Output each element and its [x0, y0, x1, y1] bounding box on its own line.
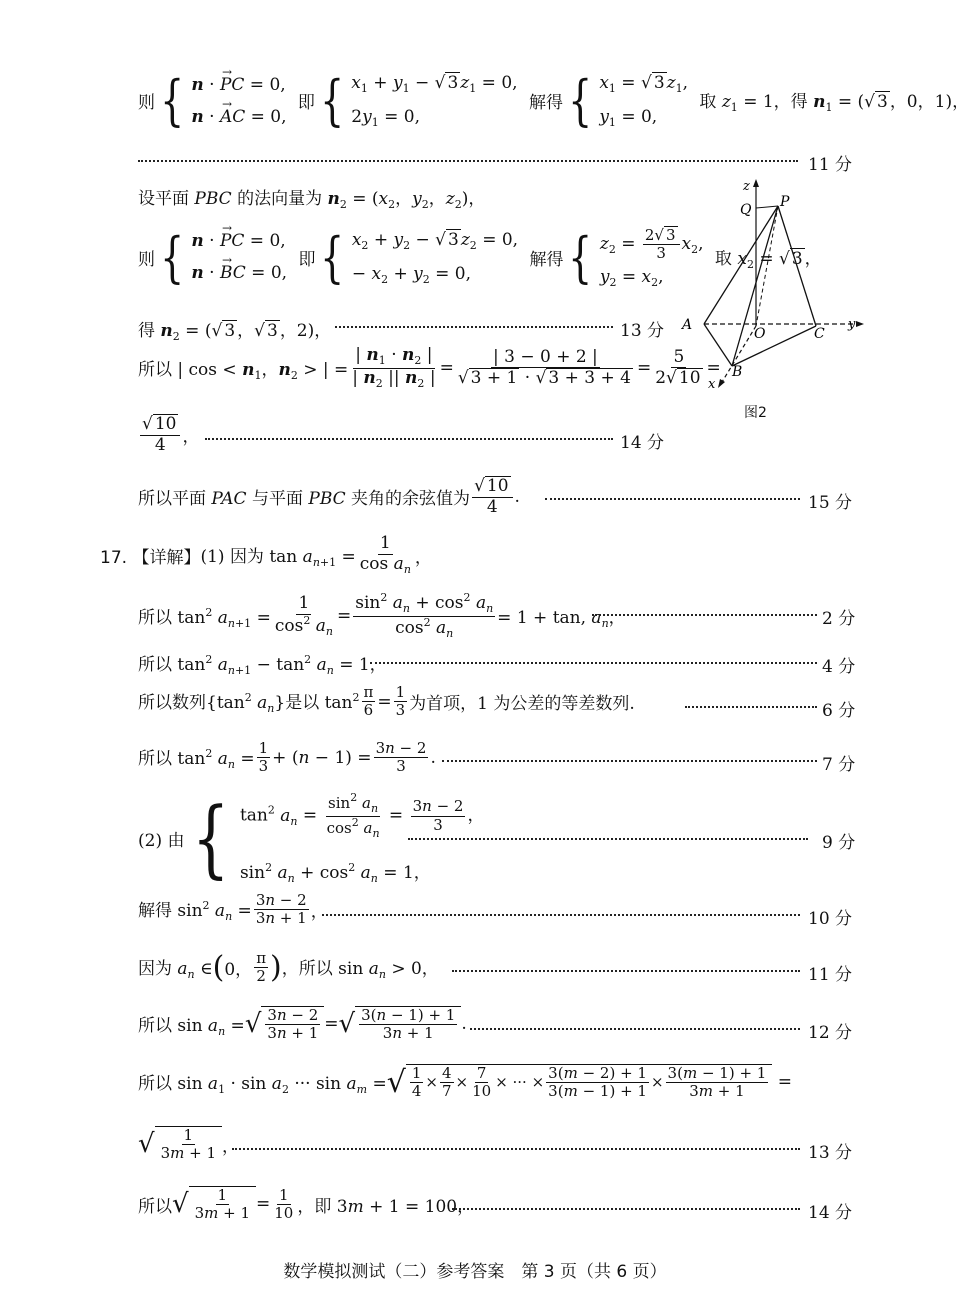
leader-dots: [452, 1208, 800, 1210]
score-6: 6 分: [822, 701, 856, 721]
line-8: 所以 $\tan^2 a_{n+1}$ = $\frac{1}{\cos^2 a_n}$ = $\frac{\sin^2 a_n + \cos^2 a_n}{\cos^2 a_n}$ = 1 + tan, $a_n$，: [138, 591, 626, 640]
line-10: 所以数列{$\tan^2$ $a_n$}是以 $\tan^2$ $\frac{\pi}{6}$ = $\frac{1}{3}$ 为首项，1 为公差的等差数列.: [138, 683, 635, 720]
leader-dots: [545, 498, 800, 500]
leader-dots: [452, 970, 800, 972]
leader-dots: [592, 614, 817, 616]
score-2: 2 分: [822, 609, 856, 629]
line-4: 得 $n_2$ = (√ 3 ，√ 3 ，2)，: [138, 321, 332, 343]
label-C: C: [814, 326, 825, 342]
line-13: 解得 $\sin^2 a_n$ = $\frac{3n - 2}{3n + 1}$ ，: [138, 891, 328, 928]
label-B: B: [732, 364, 743, 380]
line-6: $\frac{√ 10}{4}$ ，: [142, 414, 200, 455]
label-A: A: [682, 317, 693, 333]
score-12: 12 分: [808, 1023, 853, 1043]
score-11-a: 11 分: [808, 155, 853, 175]
score-14-a: 14 分: [620, 433, 665, 453]
label-x: x: [708, 377, 716, 392]
score-13-b: 13 分: [808, 1143, 853, 1163]
line-15: 所以 $\sin a_n$ = √ $\frac{3n - 2}{3n + 1}$ = √ $\frac{3(n - 1) + 1}{3n + 1}$ .: [138, 1006, 467, 1043]
line-9: 所以 $\tan^2 a_{n+1} - \tan^2 a_n = 1$，: [138, 653, 387, 677]
line-17: √ $\frac{1}{3m + 1}$ ，: [138, 1126, 240, 1163]
leader-dots: [685, 706, 817, 708]
label-Q: Q: [740, 202, 752, 218]
page-footer: 数学模拟测试（二）参考答案 第 3 页（共 6 页）: [283, 1262, 667, 1282]
line-11: 所以 $\tan^2 a_n$ = $\frac{1}{3}$ + (n − 1) = $\frac{3n - 2}{3}$ .: [138, 739, 436, 776]
label-z: z: [743, 179, 750, 194]
leader-dots: [370, 662, 817, 664]
line-12: (2) 由 { $\tan^2 a_n$ = $\frac{\sin^2 a_n}{\cos^2 a_n}$ = $\frac{3n - 2}{3}$ ， $\sin^2 a_n + \cos^2 a_n = 1$，: [138, 789, 485, 888]
score-7: 7 分: [822, 755, 856, 775]
score-13-a: 13 分: [620, 321, 665, 341]
leader-dots: [138, 160, 798, 162]
line-18: 所以 √ $\frac{1}{3m + 1}$ = $\frac{1}{10}$ ，即 3m + 1 = 100，: [138, 1185, 475, 1223]
line-2: 设平面 PBC 的法向量为 $n_2 = (x_2$，$y_2$，$z_2$)，: [138, 189, 486, 211]
line-5: 所以 | $\cos < n_1$，$n_2$ > | = $\frac{| n_1 \cdot n_2 |}{| n_2 || n_2 |}$ = $\frac{| 3 - 0 + 2 |}{√ 3 + 1 \cdot √ 3 + 3 + 4}$ = $\frac{5}{2√ 10}$ =: [138, 345, 721, 390]
line-14: 因为 $a_n$ ∈ ( 0， $\frac{\pi}{2}$ ) ，所以 $\sin a_n > 0$，: [138, 949, 439, 986]
leader-dots: [442, 760, 817, 762]
label-O: O: [754, 326, 766, 342]
line-1: 则 { n · → PC = 0, n · → AC = 0, 即 { $x_1 + y_1$ − √ 3 $z_1 = 0$, $2y_1 = 0$, 解得 { $x_1$ = √ 3 $z_1$, $y_1 = 0$, 取 $z_1 = 1$，得 $n_1$ = (√ 3 ，0，1)，: [138, 72, 969, 129]
line-7: 所以平面 PAC 与平面 PBC 夹角的余弦值为 $\frac{√ 10}{4}$ .: [138, 476, 520, 517]
line-3: 则 { n · → PC = 0, n · → BC = 0, 即 { $x_2 + y_2$ − √ 3 $z_2 = 0$, − $x_2 + y_2 = 0$, 解得 { $z_2$ = $\frac{2√ 3}{3}$ $x_2$, $y_2 = x_2$, 取 $x_2$ = √ 3 ，: [138, 226, 822, 289]
score-15: 15 分: [808, 493, 853, 513]
score-14-b: 14 分: [808, 1203, 853, 1223]
score-4: 4 分: [822, 657, 856, 677]
label-P: P: [780, 194, 790, 210]
figure-caption: 图2: [744, 405, 767, 421]
label-y: y: [848, 317, 856, 332]
leader-dots: [205, 438, 613, 440]
score-10: 10 分: [808, 909, 853, 929]
figure-2: [676, 176, 866, 421]
question-17: 17. 【详解】 (1) 因为 $\tan a_{n+1}$ = $\frac{1}{\cos a_n}$ ，: [100, 533, 432, 576]
score-9: 9 分: [822, 833, 856, 853]
leader-dots: [335, 326, 613, 328]
leader-dots: [470, 1028, 800, 1030]
line-16: 所以 $\sin a_1 \cdot \sin a_2$ ··· $\sin a_m$ = √ $\frac{1}{4}$ × $\frac{4}{7}$ × $\frac{7}{10}$ × ··· × $\frac{3(m - 2) + 1}{3(m - 1) + 1}$ × $\frac{3(m - 1) + 1}{3m + 1}$ =: [138, 1064, 792, 1101]
score-11-b: 11 分: [808, 965, 853, 985]
leader-dots: [408, 838, 808, 840]
leader-dots: [322, 914, 800, 916]
tetrahedron-diagram: [676, 176, 866, 396]
leader-dots: [232, 1148, 800, 1150]
text-transcript: [0, 0, 1, 1]
